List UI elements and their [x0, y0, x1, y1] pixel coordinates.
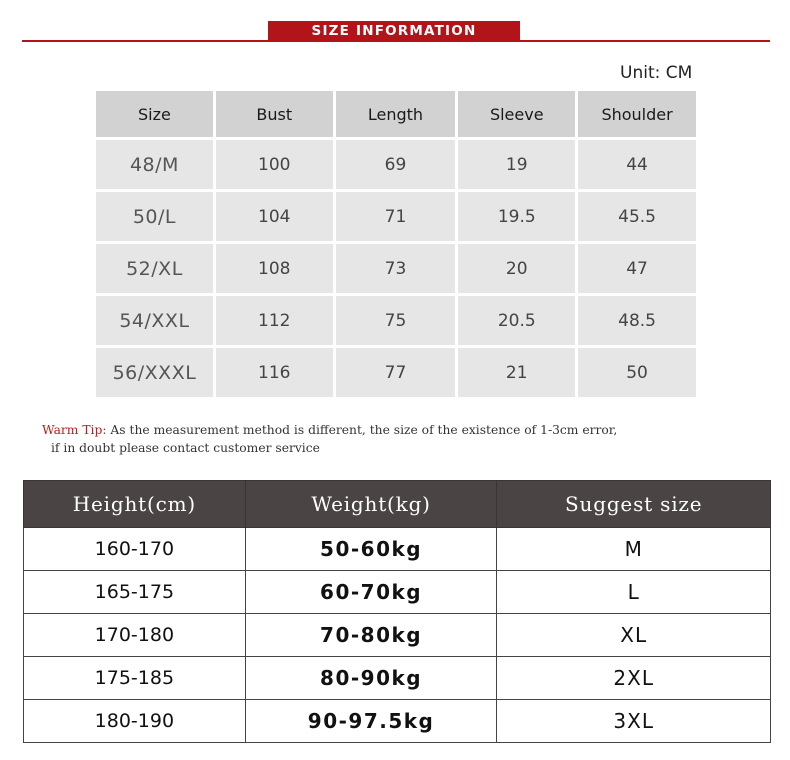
size-header-bust: Bust	[216, 91, 333, 137]
sleeve-cell: 21	[458, 348, 575, 397]
size-cell: 50/L	[96, 192, 213, 241]
table-row	[24, 528, 771, 571]
suggest-header-size: Suggest size	[497, 481, 771, 528]
shoulder-cell: 50	[578, 348, 696, 397]
shoulder-cell: 45.5	[578, 192, 696, 241]
warm-tip-line-1	[42, 421, 772, 439]
length-cell: 75	[336, 296, 456, 345]
size-cell: 48/M	[96, 140, 213, 189]
suggest-size-cell: L	[497, 571, 771, 614]
warm-tip-line-2: if in doubt please contact customer service	[51, 441, 320, 455]
suggest-size-cell: XL	[497, 614, 771, 657]
bust-cell: 108	[216, 244, 333, 293]
shoulder-cell: 48.5	[578, 296, 696, 345]
size-header-length: Length	[336, 91, 456, 137]
sleeve-cell: 20	[458, 244, 575, 293]
bust-cell: 104	[216, 192, 333, 241]
suggest-header-weight: Weight(kg)	[245, 481, 497, 528]
table-row	[96, 192, 696, 241]
suggest-size-table	[23, 480, 771, 743]
size-table-header-row	[96, 91, 696, 137]
size-cell: 56/XXXL	[96, 348, 213, 397]
sleeve-cell: 19	[458, 140, 575, 189]
warm-tip	[42, 421, 772, 457]
suggest-size-cell: 3XL	[497, 700, 771, 743]
weight-cell: 50-60kg	[245, 528, 497, 571]
length-cell: 71	[336, 192, 456, 241]
height-cell: 170-180	[24, 614, 246, 657]
table-row	[24, 657, 771, 700]
suggest-size-cell: M	[497, 528, 771, 571]
table-row	[96, 244, 696, 293]
size-cell: 54/XXL	[96, 296, 213, 345]
length-cell: 69	[336, 140, 456, 189]
height-cell: 165-175	[24, 571, 246, 614]
shoulder-cell: 44	[578, 140, 696, 189]
weight-cell: 70-80kg	[245, 614, 497, 657]
length-cell: 73	[336, 244, 456, 293]
height-cell: 180-190	[24, 700, 246, 743]
table-row	[96, 348, 696, 397]
table-row	[96, 140, 696, 189]
height-cell: 175-185	[24, 657, 246, 700]
weight-cell: 60-70kg	[245, 571, 497, 614]
page-title: SIZE INFORMATION	[268, 21, 520, 41]
height-cell: 160-170	[24, 528, 246, 571]
suggest-table-header-row	[24, 481, 771, 528]
weight-cell: 90-97.5kg	[245, 700, 497, 743]
weight-cell: 80-90kg	[245, 657, 497, 700]
size-table	[93, 88, 699, 400]
sleeve-cell: 20.5	[458, 296, 575, 345]
bust-cell: 116	[216, 348, 333, 397]
unit-label: Unit: CM	[620, 63, 693, 83]
size-header-shoulder: Shoulder	[578, 91, 696, 137]
table-row	[96, 296, 696, 345]
size-cell: 52/XL	[96, 244, 213, 293]
shoulder-cell: 47	[578, 244, 696, 293]
table-row	[24, 700, 771, 743]
table-row	[24, 571, 771, 614]
table-row	[24, 614, 771, 657]
size-header-size: Size	[96, 91, 213, 137]
size-header-sleeve: Sleeve	[458, 91, 575, 137]
bust-cell: 100	[216, 140, 333, 189]
bust-cell: 112	[216, 296, 333, 345]
length-cell: 77	[336, 348, 456, 397]
warm-tip-label: Warm Tip:	[42, 423, 107, 437]
suggest-header-height: Height(cm)	[24, 481, 246, 528]
sleeve-cell: 19.5	[458, 192, 575, 241]
suggest-size-cell: 2XL	[497, 657, 771, 700]
warm-tip-text: As the measurement method is different, the size of the existence of 1-3cm error,	[110, 423, 618, 437]
